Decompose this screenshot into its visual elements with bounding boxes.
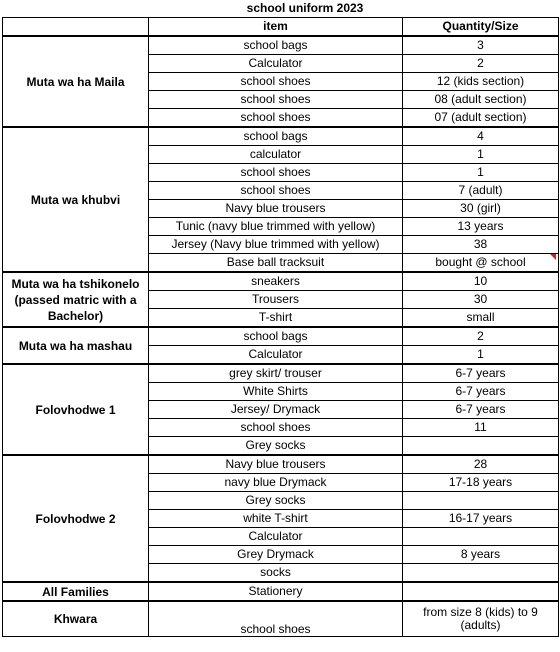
quantity-cell[interactable]: [403, 437, 559, 456]
quantity-cell[interactable]: 4: [403, 127, 559, 146]
quantity-cell[interactable]: 10: [403, 272, 559, 291]
quantity-cell[interactable]: 13 years: [403, 218, 559, 236]
quantity-cell[interactable]: 6-7 years: [403, 383, 559, 401]
quantity-cell[interactable]: small: [403, 309, 559, 328]
item-cell[interactable]: school shoes: [149, 182, 403, 200]
item-cell[interactable]: Grey Drymack: [149, 546, 403, 564]
quantity-cell[interactable]: 30: [403, 291, 559, 309]
quantity-cell[interactable]: 16-17 years: [403, 510, 559, 528]
quantity-cell[interactable]: 1: [403, 164, 559, 182]
item-cell[interactable]: school shoes: [149, 109, 403, 128]
table-row: [3, 364, 559, 383]
quantity-cell[interactable]: [403, 564, 559, 583]
quantity-cell[interactable]: 2: [403, 55, 559, 73]
item-cell[interactable]: white T-shirt: [149, 510, 403, 528]
quantity-cell[interactable]: [403, 492, 559, 510]
item-cell[interactable]: Navy blue trousers: [149, 200, 403, 218]
header-row: [3, 18, 559, 37]
quantity-cell[interactable]: 08 (adult section): [403, 91, 559, 109]
quantity-cell[interactable]: 6-7 years: [403, 364, 559, 383]
item-cell[interactable]: Calculator: [149, 528, 403, 546]
quantity-cell[interactable]: [403, 528, 559, 546]
item-cell[interactable]: school bags: [149, 127, 403, 146]
item-cell[interactable]: Stationery: [149, 582, 403, 601]
item-cell[interactable]: Base ball tracksuit: [149, 254, 403, 273]
comment-indicator-icon[interactable]: [550, 254, 556, 260]
group-name-cell[interactable]: Muta wa ha mashau: [3, 327, 149, 364]
header-quantity-size[interactable]: Quantity/Size: [403, 18, 559, 37]
quantity-cell[interactable]: 11: [403, 419, 559, 437]
quantity-cell[interactable]: 6-7 years: [403, 401, 559, 419]
item-cell[interactable]: Jersey/ Drymack: [149, 401, 403, 419]
quantity-cell[interactable]: 17-18 years: [403, 474, 559, 492]
table-row: [3, 272, 559, 291]
quantity-cell[interactable]: 07 (adult section): [403, 109, 559, 128]
item-cell[interactable]: Calculator: [149, 346, 403, 365]
item-cell[interactable]: socks: [149, 564, 403, 583]
quantity-cell[interactable]: bought @ school: [403, 254, 559, 273]
item-cell[interactable]: Grey socks: [149, 437, 403, 456]
quantity-cell[interactable]: 38: [403, 236, 559, 254]
group-name-cell[interactable]: Muta wa khubvi: [3, 127, 149, 272]
item-cell[interactable]: T-shirt: [149, 309, 403, 328]
group-name-cell[interactable]: Muta wa ha Maila: [3, 36, 149, 127]
quantity-cell[interactable]: 2: [403, 327, 559, 346]
item-cell[interactable]: school shoes: [149, 164, 403, 182]
item-cell[interactable]: navy blue Drymack: [149, 474, 403, 492]
item-cell[interactable]: Grey socks: [149, 492, 403, 510]
header-blank-cell[interactable]: [3, 18, 149, 37]
quantity-cell[interactable]: 28: [403, 455, 559, 474]
quantity-cell[interactable]: 12 (kids section): [403, 73, 559, 91]
item-cell[interactable]: Trousers: [149, 291, 403, 309]
group-name-cell[interactable]: Khwara: [3, 601, 149, 637]
table-row: [3, 601, 559, 637]
item-cell[interactable]: calculator: [149, 146, 403, 164]
sheet-title: school uniform 2023: [246, 1, 364, 15]
table-row: [3, 327, 559, 346]
item-cell[interactable]: school shoes: [149, 419, 403, 437]
item-cell[interactable]: school shoes: [149, 91, 403, 109]
uniform-table: [2, 17, 559, 637]
table-row: [3, 127, 559, 146]
group-name-cell[interactable]: Muta wa ha tshikonelo (passed matric with a Bachelor): [3, 272, 149, 327]
quantity-cell[interactable]: 7 (adult): [403, 182, 559, 200]
item-cell[interactable]: school bags: [149, 327, 403, 346]
table-row: [3, 582, 559, 601]
table-body: [3, 36, 559, 637]
table-row: [3, 36, 559, 55]
quantity-cell[interactable]: 3: [403, 36, 559, 55]
item-cell[interactable]: school shoes: [149, 601, 403, 637]
item-cell[interactable]: Calculator: [149, 55, 403, 73]
item-cell[interactable]: sneakers: [149, 272, 403, 291]
group-name-cell[interactable]: All Families: [3, 582, 149, 601]
header-item[interactable]: item: [149, 18, 403, 37]
quantity-cell[interactable]: 8 years: [403, 546, 559, 564]
item-cell[interactable]: Tunic (navy blue trimmed with yellow): [149, 218, 403, 236]
table-row: [3, 455, 559, 474]
group-name-cell[interactable]: Folovhodwe 1: [3, 364, 149, 455]
item-cell[interactable]: White Shirts: [149, 383, 403, 401]
item-cell[interactable]: school shoes: [149, 73, 403, 91]
group-name-cell[interactable]: Folovhodwe 2: [3, 455, 149, 582]
quantity-cell[interactable]: [403, 582, 559, 601]
quantity-cell[interactable]: 30 (girl): [403, 200, 559, 218]
item-cell[interactable]: school bags: [149, 36, 403, 55]
item-cell[interactable]: Navy blue trousers: [149, 455, 403, 474]
quantity-cell[interactable]: 1: [403, 346, 559, 365]
item-cell[interactable]: Jersey (Navy blue trimmed with yellow): [149, 236, 403, 254]
quantity-cell[interactable]: from size 8 (kids) to 9 (adults): [403, 601, 559, 637]
item-cell[interactable]: grey skirt/ trouser: [149, 364, 403, 383]
quantity-cell[interactable]: 1: [403, 146, 559, 164]
